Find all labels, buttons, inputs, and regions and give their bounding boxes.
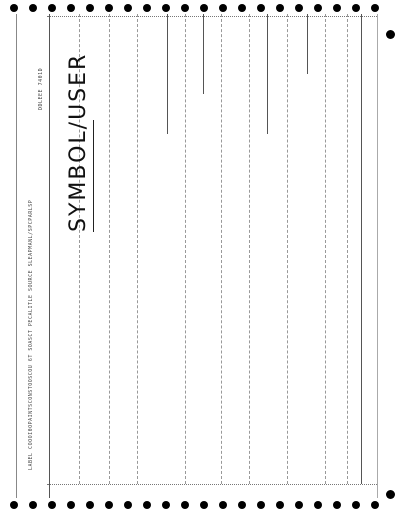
sprocket-hole-icon (352, 4, 360, 12)
sprocket-hole-icon (386, 30, 395, 39)
sprocket-hole-icon (276, 4, 284, 12)
sprocket-hole-icon (105, 4, 113, 12)
sprocket-hole-icon (105, 501, 113, 509)
column-rule (221, 14, 222, 484)
sprocket-hole-icon (48, 501, 56, 509)
column-rule (361, 14, 362, 484)
sprocket-hole-icon (333, 501, 341, 509)
column-rule (109, 14, 110, 484)
sprocket-hole-icon (86, 501, 94, 509)
sprocket-hole-icon (143, 501, 151, 509)
sprocket-hole-icon (200, 4, 208, 12)
sprocket-hole-icon (67, 501, 75, 509)
header-line: LABEL COOOI0OPAINTSCONSTOOSCOU 6T SOASCT PECALITLE SOURCE SLEAPMANL/SPCPARLSP (28, 199, 34, 470)
column-rule (267, 14, 268, 134)
sprocket-hole-icon (86, 4, 94, 12)
column-rule (49, 14, 50, 498)
column-rule (167, 14, 168, 134)
code-line: DDLEEE 7401D (38, 67, 44, 110)
top-rule (47, 16, 377, 17)
sprocket-hole-icon (219, 501, 227, 509)
sprocket-hole-icon (371, 501, 379, 509)
column-rule (287, 14, 288, 484)
sprocket-hole-icon (124, 501, 132, 509)
sprocket-hole-icon (10, 4, 18, 12)
sprocket-hole-icon (10, 501, 18, 509)
sprocket-hole-icon (200, 501, 208, 509)
sprocket-hole-icon (29, 4, 37, 12)
column-rule (347, 14, 348, 484)
column-rule (307, 14, 308, 74)
sprocket-hole-icon (181, 501, 189, 509)
sprocket-hole-icon (295, 4, 303, 12)
page-title: SYMBOL/USER (66, 52, 91, 232)
column-rule (325, 14, 326, 484)
sprocket-hole-icon (276, 501, 284, 509)
column-rule (203, 14, 204, 94)
column-rule (249, 14, 250, 484)
sprocket-hole-icon (29, 501, 37, 509)
sprocket-hole-icon (219, 4, 227, 12)
sprocket-hole-icon (124, 4, 132, 12)
bottom-rule (47, 484, 377, 485)
sprocket-hole-icon (371, 4, 379, 12)
sprocket-hole-icon (181, 4, 189, 12)
sprocket-hole-icon (257, 501, 265, 509)
sprocket-hole-icon (314, 501, 322, 509)
sprocket-hole-icon (48, 4, 56, 12)
sprocket-holes-bottom (10, 499, 390, 513)
sprocket-hole-icon (143, 4, 151, 12)
column-rule (137, 14, 138, 484)
sprocket-hole-icon (314, 4, 322, 12)
sprocket-hole-icon (386, 490, 395, 499)
sprocket-hole-icon (162, 501, 170, 509)
sprocket-hole-icon (238, 501, 246, 509)
sprocket-hole-icon (333, 4, 341, 12)
sprocket-hole-icon (295, 501, 303, 509)
sprocket-hole-icon (352, 501, 360, 509)
sprocket-hole-icon (238, 4, 246, 12)
sprocket-hole-icon (67, 4, 75, 12)
sprocket-hole-icon (257, 4, 265, 12)
sprocket-hole-icon (162, 4, 170, 12)
title-underline (93, 120, 94, 232)
column-rule (185, 14, 186, 484)
